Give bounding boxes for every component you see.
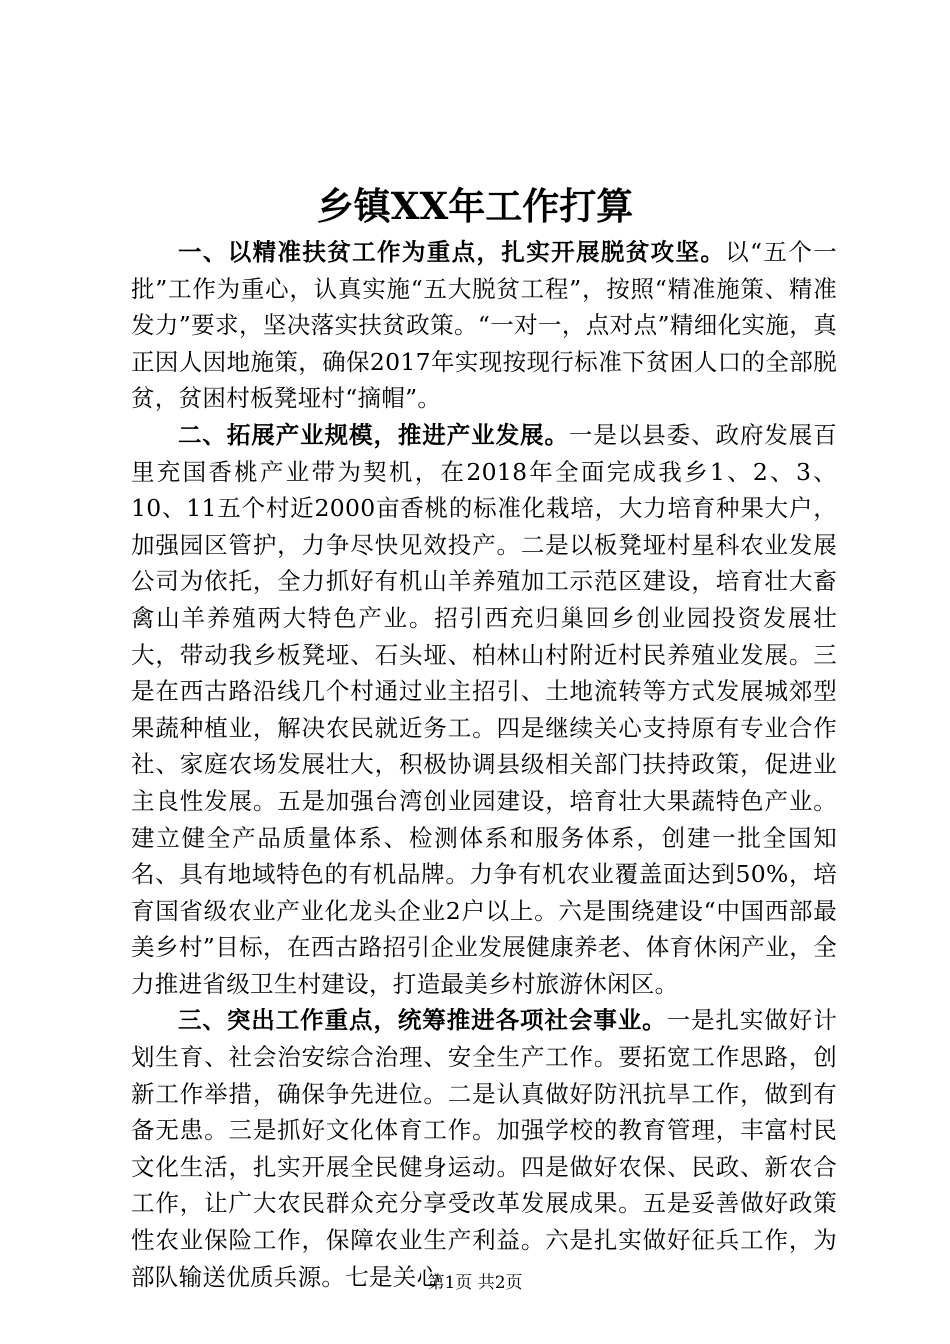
paragraph-text: 一是以县委、政府发展百里充国香桃产业带为契机，在2018年全面完成我乡1、2、3、10、11五个村近2000亩香桃的标准化栽培，大力培育种果大户，加强园区管护，力争尽快见效投产。二是以板凳垭村星科农业发展公司为依托，全力抓好有机山羊养殖加工示范区建设，培育壮大畜禽山羊养殖两大特色产业。招引西充归巢回乡创业园投资发展壮大，带动我乡板凳垭、石头垭、柏林山村附近村民养殖业发展。三是在西古路沿线几个村通过业主招引、土地流转等方式发展城郊型果蔬种植业，解决农民就近务工。四是继续关心支持原有专业合作社、家庭农场发展壮大，积极协调县级相关部门扶持政策，促进业主良性发展。五是加强台湾创业园建设，培育壮大果蔬特色产业。建立健全产品质量体系、检测体系和服务体系，创建一批全国知名、具有地域特色的有机品牌。力争有机农业覆盖面达到50%，培育国省级农业产业化龙头企业2户以上。六是围绕建设“中国西部最美乡村”目标，在西古路招引企业发展健康养老、体育休闲产业，全力推进省级卫生村建设，打造最美乡村旅游休闲区。: [131, 420, 837, 998]
paragraph-2: [131, 417, 837, 1003]
paragraph-text: 一是扎实做好计划生育、社会治安综合治理、安全生产工作。要拓宽工作思路，创新工作举措，确保争先进位。二是认真做好防汛抗旱工作，做到有备无患。三是抓好文化体育工作。加强学校的教育管理，丰富村民文化生活，扎实开展全民健身运动。四是做好农保、民政、新农合工作，让广大农民群众充分享受改革发展成果。五是妥善做好政策性农业保险工作，保障农业生产利益。六是扎实做好征兵工作，为部队输送优质兵源。七是关心: [131, 1006, 837, 1291]
paragraph-1: [131, 234, 837, 417]
paragraph-heading: 二、拓展产业规模，推进产业发展。: [178, 420, 569, 449]
document-title: 乡镇XX年工作打算: [316, 184, 634, 228]
paragraph-3: [131, 1002, 837, 1295]
page-footer: [0, 1271, 950, 1295]
page-indicator: 第1页 共2页: [427, 1273, 523, 1293]
document-body: [131, 234, 837, 1295]
paragraph-heading: 一、以精准扶贫工作为重点，扎实开展脱贫攻坚。: [178, 238, 726, 266]
paragraph-heading: 三、突出工作重点，统筹推进各项社会事业。: [178, 1006, 667, 1035]
paragraph-text: 以“五个一批”工作为重心，认真实施“五大脱贫工程”，按照“精准施策、精准发力”要求，坚决落实扶贫政策。“一对一，点对点”精细化实施，真正因人因地施策，确保2017年实现按现行标准下贫困人口的全部脱贫，贫困村板凳垭村“摘帽”。: [131, 238, 837, 413]
